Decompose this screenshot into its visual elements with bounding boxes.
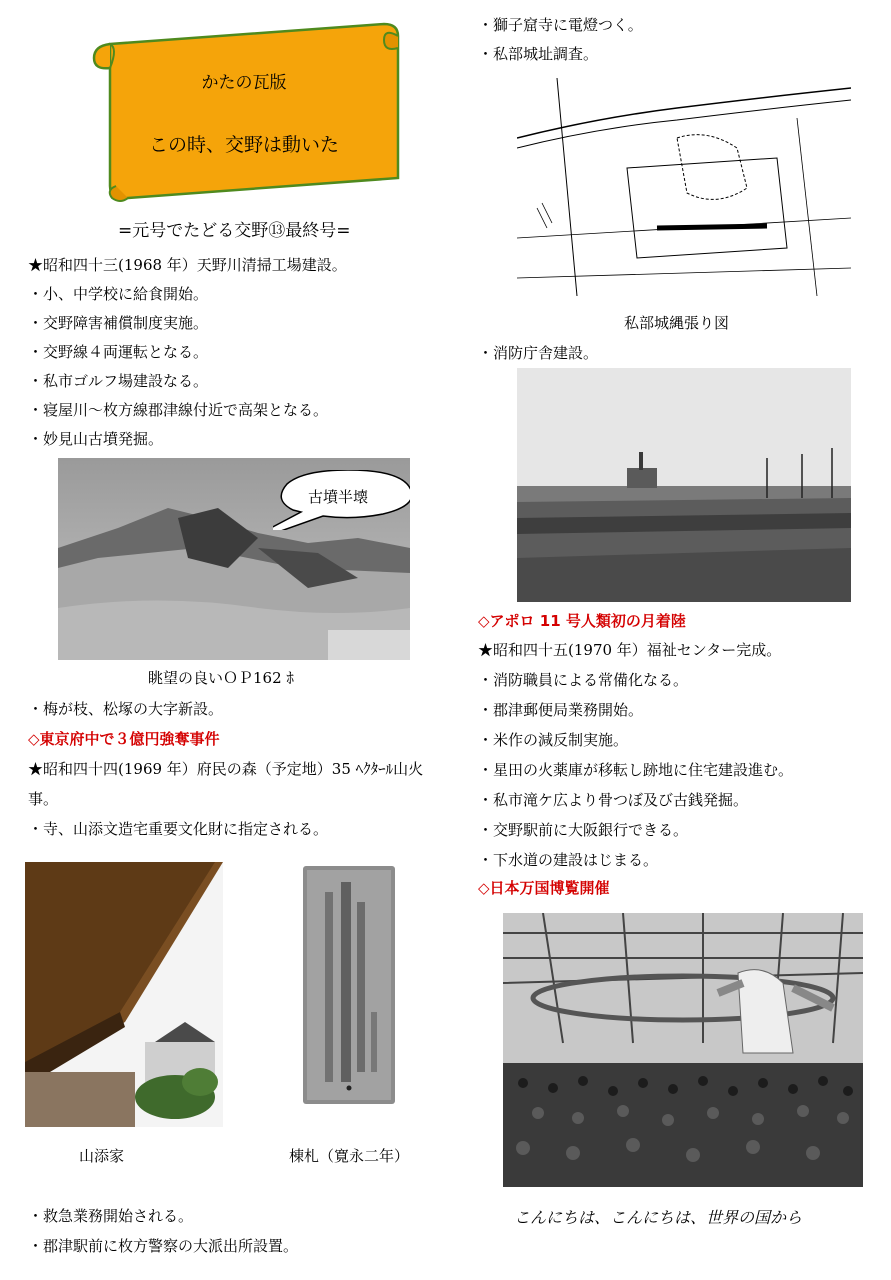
right-line-5: ・消防職員による常備化なる。 (478, 671, 689, 689)
event-heading-1: ◇東京府中で３億円強奪事件 (28, 730, 220, 748)
left-line-9: ★昭和四十四(1969 年）府民の森（予定地）35 ﾍｸﾀｰﾙ山火 (28, 760, 424, 778)
kisabe-castle-map (517, 78, 851, 296)
munafuda-caption: 棟札（寛永二年） (289, 1147, 410, 1165)
right-line-1: ・獅子窟寺に電燈つく。 (478, 16, 643, 34)
left-line-12: ・救急業務開始される。 (28, 1207, 194, 1225)
kofun-photo (58, 458, 410, 660)
banner-subtitle: かたの瓦版 (201, 73, 287, 93)
right-line-10: ・交野駅前に大阪銀行できる。 (478, 821, 689, 839)
kofun-caption: 眺望の良いＯＰ162 ﾎ (148, 669, 294, 687)
left-line-11: ・寺、山添文造宅重要文化財に指定される。 (28, 820, 329, 838)
left-line-3: ・交野障害補償制度実施。 (28, 314, 209, 332)
left-line-7: ・妙見山古墳発掘。 (28, 430, 164, 448)
expo-70-photo (503, 913, 863, 1187)
scroll-shape (88, 18, 400, 203)
left-line-13: ・郡津駅前に枚方警察の大派出所設置。 (28, 1237, 299, 1255)
expo-caption: こんにちは、こんにちは、世界の国から (514, 1208, 803, 1227)
map-caption: 私部城縄張り図 (624, 314, 730, 332)
yamazoe-house-photo (25, 862, 223, 1127)
right-line-4: ★昭和四十五(1970 年）福祉センター完成。 (478, 641, 782, 659)
left-line-4: ・交野線４両運転となる。 (28, 343, 209, 361)
right-line-3: ・消防庁舎建設。 (478, 344, 599, 362)
right-line-8: ・星田の火薬庫が移転し跡地に住宅建設進む。 (478, 761, 794, 779)
right-line-2: ・私部城址調査。 (478, 45, 599, 63)
right-line-7: ・米作の減反制実施。 (478, 731, 629, 749)
section-title: =元号でたどる交野⑬最終号= (118, 221, 351, 241)
left-line-5: ・私市ゴルフ場建設なる。 (28, 372, 209, 390)
left-line-10: 事。 (28, 790, 59, 808)
speech-bubble-text: 古墳半壊 (308, 488, 369, 506)
event-heading-2: ◇アポロ 11 号人類初の月着陸 (478, 612, 686, 630)
left-line-6: ・寝屋川～枚方線郡津線付近で高架となる。 (28, 401, 329, 419)
banner-scroll (88, 18, 400, 203)
left-line-2: ・小、中学校に給食開始。 (28, 285, 209, 303)
fire-station-field-photo (517, 368, 851, 602)
right-line-11: ・下水道の建設はじまる。 (478, 851, 659, 869)
event-heading-3: ◇日本万国博覧開催 (478, 879, 610, 897)
right-line-9: ・私市滝ケ広より骨つぼ及び古銭発掘。 (478, 791, 749, 809)
yamazoe-house-caption: 山添家 (79, 1147, 125, 1165)
left-line-8: ・梅が枝、松塚の大字新設。 (28, 700, 224, 718)
banner-title: この時、交野は動いた (148, 134, 339, 156)
munafuda-photo (297, 862, 401, 1108)
right-line-6: ・郡津郵便局業務開始。 (478, 701, 644, 719)
left-line-1: ★昭和四十三(1968 年）天野川清掃工場建設。 (28, 256, 347, 274)
